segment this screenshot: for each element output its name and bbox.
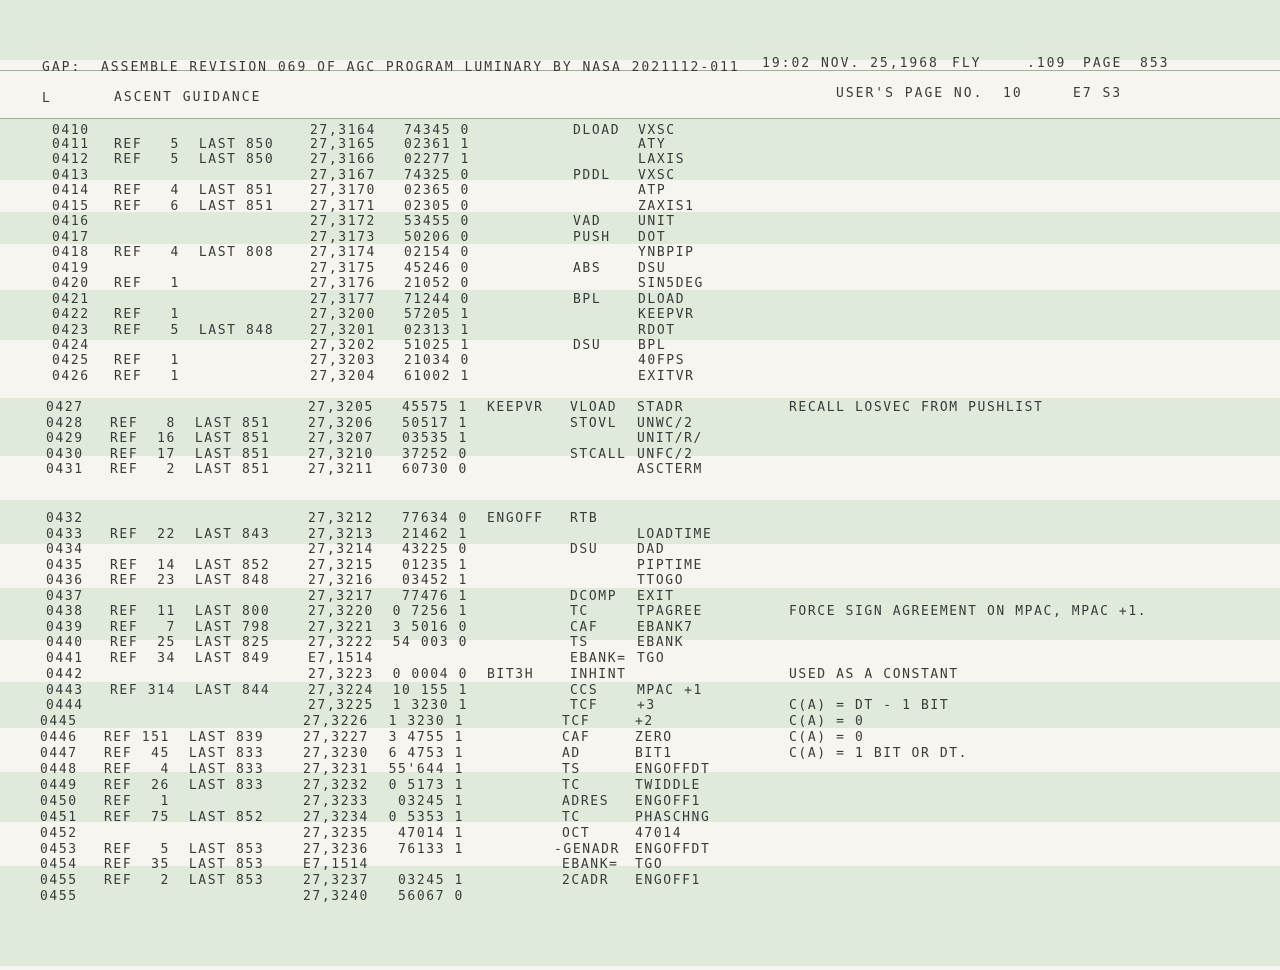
operand: LAXIS — [638, 152, 686, 167]
octal-word: 74345 0 — [404, 123, 470, 138]
memory-address: 27,3220 — [308, 604, 374, 619]
cross-reference: REF 2 LAST 851 — [110, 462, 271, 477]
octal-word: 77476 1 — [402, 589, 468, 604]
memory-address: 27,3166 — [310, 152, 376, 167]
cross-reference: REF 17 LAST 851 — [110, 447, 271, 462]
line-number: 0432 — [46, 511, 84, 526]
octal-word: 02305 0 — [404, 199, 470, 214]
line-number: 0430 — [46, 447, 84, 462]
opcode: STOVL — [570, 416, 618, 431]
operand: RDOT — [638, 323, 676, 338]
octal-word: 0 0004 0 — [392, 667, 468, 682]
octal-word: 54 003 0 — [392, 635, 468, 650]
memory-address: 27,3171 — [310, 199, 376, 214]
section-letter: L — [42, 91, 52, 106]
octal-word: 03245 1 — [398, 873, 464, 888]
octal-word: 10 155 1 — [392, 683, 468, 698]
operand: STADR — [637, 400, 685, 415]
line-number: 0417 — [52, 230, 90, 245]
octal-word: 02154 0 — [404, 245, 470, 260]
octal-word: 53455 0 — [404, 214, 470, 229]
comment: C(A) = DT - 1 BIT — [789, 698, 950, 713]
operand: DSU — [638, 261, 667, 276]
opcode: TS — [562, 762, 581, 777]
memory-address: 27,3176 — [310, 276, 376, 291]
operand: UNFC/2 — [637, 447, 694, 462]
line-number: 0426 — [52, 369, 90, 384]
cross-reference: REF 2 LAST 853 — [104, 873, 265, 888]
octal-word: 6 4753 1 — [388, 746, 464, 761]
line-number: 0420 — [52, 276, 90, 291]
memory-address: 27,3177 — [310, 292, 376, 307]
line-number: 0435 — [46, 558, 84, 573]
cross-reference: REF 4 LAST 808 — [114, 245, 275, 260]
page-fraction: .109 — [1027, 56, 1067, 71]
cross-reference: REF 26 LAST 833 — [104, 778, 265, 793]
line-number: 0423 — [52, 323, 90, 338]
octal-word: 02365 0 — [404, 183, 470, 198]
line-number: 0429 — [46, 431, 84, 446]
octal-word: 01235 1 — [402, 558, 468, 573]
operand: UNWC/2 — [637, 416, 694, 431]
opcode: TC — [562, 810, 581, 825]
octal-word: 47014 1 — [398, 826, 464, 841]
comment: C(A) = 0 — [789, 730, 865, 745]
operand: ATY — [638, 137, 667, 152]
opcode: ADRES — [562, 794, 610, 809]
line-number: 0451 — [40, 810, 78, 825]
cross-reference: REF 4 LAST 833 — [104, 762, 265, 777]
line-number: 0446 — [40, 730, 78, 745]
line-number: 0441 — [46, 651, 84, 666]
octal-word: 1 3230 1 — [388, 714, 464, 729]
octal-word: 21034 0 — [404, 353, 470, 368]
comment: USED AS A CONSTANT — [789, 667, 959, 682]
octal-word: 03452 1 — [402, 573, 468, 588]
memory-address: E7,1514 — [303, 857, 369, 872]
opcode: PDDL — [573, 168, 611, 183]
operand: VXSC — [638, 123, 676, 138]
octal-word: 51025 1 — [404, 338, 470, 353]
memory-address: 27,3204 — [310, 369, 376, 384]
memory-address: 27,3232 — [303, 778, 369, 793]
octal-word: 3 5016 0 — [392, 620, 468, 635]
operand: TTOGO — [637, 573, 685, 588]
memory-address: 27,3164 — [310, 123, 376, 138]
header-rule — [0, 118, 1280, 119]
symbol-label: ENGOFF — [487, 511, 544, 526]
operand: ENGOFFDT — [635, 762, 711, 777]
octal-word: 45575 1 — [402, 400, 468, 415]
page-label: PAGE — [1083, 56, 1123, 71]
octal-word: 21462 1 — [402, 527, 468, 542]
line-number: 0438 — [46, 604, 84, 619]
operand: BIT1 — [635, 746, 673, 761]
opcode: TC — [562, 778, 581, 793]
memory-address: 27,3170 — [310, 183, 376, 198]
operand: +2 — [635, 714, 654, 729]
cross-reference: REF 5 LAST 850 — [114, 137, 275, 152]
operand: EBANK7 — [637, 620, 694, 635]
section-title: ASCENT GUIDANCE — [114, 90, 262, 105]
cross-reference: REF 4 LAST 851 — [114, 183, 275, 198]
opcode: STCALL — [570, 447, 627, 462]
memory-address: 27,3240 — [303, 889, 369, 904]
opcode: PUSH — [573, 230, 611, 245]
line-number: 0419 — [52, 261, 90, 276]
line-number: 0425 — [52, 353, 90, 368]
memory-address: 27,3210 — [308, 447, 374, 462]
memory-address: 27,3223 — [308, 667, 374, 682]
operand: EXITVR — [638, 369, 695, 384]
line-number: 0449 — [40, 778, 78, 793]
opcode: TC — [570, 604, 589, 619]
operand: ZERO — [635, 730, 673, 745]
symbol-label: KEEPVR — [487, 400, 544, 415]
line-number: 0455 — [40, 889, 78, 904]
assembler-line: GAP: ASSEMBLE REVISION 069 OF AGC PROGRAM LUMINARY BY NASA 2021112-011 — [42, 60, 740, 75]
operand: SIN5DEG — [638, 276, 704, 291]
operand: EXIT — [637, 589, 675, 604]
octal-word: 02277 1 — [404, 152, 470, 167]
memory-address: 27,3221 — [308, 620, 374, 635]
line-number: 0447 — [40, 746, 78, 761]
operand: ENGOFF1 — [635, 873, 701, 888]
memory-address: 27,3227 — [303, 730, 369, 745]
operand: PHASCHNG — [635, 810, 711, 825]
opcode: TCF — [562, 714, 591, 729]
operand: 40FPS — [638, 353, 686, 368]
memory-address: 27,3206 — [308, 416, 374, 431]
cross-reference: REF 1 — [104, 794, 170, 809]
paper-band — [0, 0, 1280, 60]
line-number: 0424 — [52, 338, 90, 353]
line-number: 0445 — [40, 714, 78, 729]
operand: TPAGREE — [637, 604, 703, 619]
operand: ENGOFF1 — [635, 794, 701, 809]
cross-reference: REF 11 LAST 800 — [110, 604, 271, 619]
octal-word: 1 3230 1 — [392, 698, 468, 713]
octal-word: 57205 1 — [404, 307, 470, 322]
comment: C(A) = 1 BIT OR DT. — [789, 746, 969, 761]
memory-address: 27,3205 — [308, 400, 374, 415]
operand: PIPTIME — [637, 558, 703, 573]
line-number: 0411 — [52, 137, 90, 152]
opcode: 2CADR — [562, 873, 610, 888]
line-number: 0412 — [52, 152, 90, 167]
opcode: ABS — [573, 261, 602, 276]
memory-address: 27,3214 — [308, 542, 374, 557]
octal-word: 77634 0 — [402, 511, 468, 526]
memory-address: 27,3233 — [303, 794, 369, 809]
line-number: 0454 — [40, 857, 78, 872]
operand: TWIDDLE — [635, 778, 701, 793]
cross-reference: REF 1 — [114, 307, 180, 322]
cross-reference: REF 6 LAST 851 — [114, 199, 275, 214]
line-number: 0452 — [40, 826, 78, 841]
operand: UNIT/R/ — [637, 431, 703, 446]
memory-address: 27,3235 — [303, 826, 369, 841]
memory-address: 27,3200 — [310, 307, 376, 322]
cross-reference: REF 314 LAST 844 — [110, 683, 271, 698]
line-number: 0415 — [52, 199, 90, 214]
users-page-number: USER'S PAGE NO. 10 — [836, 86, 1023, 101]
opcode: EBANK= — [570, 651, 627, 666]
opcode: EBANK= — [562, 857, 619, 872]
opcode: INHINT — [570, 667, 627, 682]
memory-address: 27,3231 — [303, 762, 369, 777]
line-number: 0443 — [46, 683, 84, 698]
memory-address: 27,3230 — [303, 746, 369, 761]
memory-address: 27,3224 — [308, 683, 374, 698]
page-number: 853 — [1140, 56, 1170, 71]
opcode: DCOMP — [570, 589, 618, 604]
cross-reference: REF 14 LAST 852 — [110, 558, 271, 573]
operand: EBANK — [637, 635, 685, 650]
line-number: 0416 — [52, 214, 90, 229]
opcode: CAF — [562, 730, 591, 745]
memory-address: 27,3167 — [310, 168, 376, 183]
line-number: 0439 — [46, 620, 84, 635]
cross-reference: REF 25 LAST 825 — [110, 635, 271, 650]
memory-address: 27,3207 — [308, 431, 374, 446]
cross-reference: REF 5 LAST 853 — [104, 842, 265, 857]
octal-word: 56067 0 — [398, 889, 464, 904]
memory-address: 27,3165 — [310, 137, 376, 152]
comment: C(A) = 0 — [789, 714, 865, 729]
line-number: 0442 — [46, 667, 84, 682]
memory-address: 27,3237 — [303, 873, 369, 888]
octal-word: 37252 0 — [402, 447, 468, 462]
memory-address: 27,3172 — [310, 214, 376, 229]
memory-address: 27,3226 — [303, 714, 369, 729]
octal-word: 0 5173 1 — [388, 778, 464, 793]
operand: BPL — [638, 338, 667, 353]
cross-reference: REF 5 LAST 848 — [114, 323, 275, 338]
memory-address: 27,3175 — [310, 261, 376, 276]
octal-word: 61002 1 — [404, 369, 470, 384]
memory-address: 27,3174 — [310, 245, 376, 260]
cross-reference: REF 45 LAST 833 — [104, 746, 265, 761]
cross-reference: REF 22 LAST 843 — [110, 527, 271, 542]
line-number: 0448 — [40, 762, 78, 777]
operand: KEEPVR — [638, 307, 695, 322]
cross-reference: REF 1 — [114, 276, 180, 291]
opcode: OCT — [562, 826, 591, 841]
cross-reference: REF 5 LAST 850 — [114, 152, 275, 167]
operand: VXSC — [638, 168, 676, 183]
operand: 47014 — [635, 826, 683, 841]
opcode: TCF — [570, 698, 599, 713]
cross-reference: REF 75 LAST 852 — [104, 810, 265, 825]
operand: ZAXIS1 — [638, 199, 695, 214]
opcode: BPL — [573, 292, 602, 307]
comment: RECALL LOSVEC FROM PUSHLIST — [789, 400, 1044, 415]
cross-reference: REF 8 LAST 851 — [110, 416, 271, 431]
octal-word: 50206 0 — [404, 230, 470, 245]
memory-address: 27,3212 — [308, 511, 374, 526]
octal-word: 60730 0 — [402, 462, 468, 477]
operand: TGO — [635, 857, 664, 872]
octal-word: 3 4755 1 — [388, 730, 464, 745]
operand: ASCTERM — [637, 462, 703, 477]
line-number: 0440 — [46, 635, 84, 650]
operand: TGO — [637, 651, 666, 666]
line-number: 0414 — [52, 183, 90, 198]
octal-word: 0 5353 1 — [388, 810, 464, 825]
memory-address: 27,3217 — [308, 589, 374, 604]
cross-reference: REF 1 — [114, 353, 180, 368]
line-number: 0422 — [52, 307, 90, 322]
line-number: 0453 — [40, 842, 78, 857]
opcode: CCS — [570, 683, 599, 698]
memory-address: 27,3211 — [308, 462, 374, 477]
operand: DLOAD — [638, 292, 686, 307]
opcode: VLOAD — [570, 400, 618, 415]
opcode: AD — [562, 746, 581, 761]
line-number: 0410 — [52, 123, 90, 138]
memory-address: 27,3201 — [310, 323, 376, 338]
octal-word: 43225 0 — [402, 542, 468, 557]
opcode: DLOAD — [573, 123, 621, 138]
cross-reference: REF 7 LAST 798 — [110, 620, 271, 635]
fly-label: FLY — [952, 56, 982, 71]
memory-address: 27,3222 — [308, 635, 374, 650]
operand: ATP — [638, 183, 667, 198]
cross-reference: REF 23 LAST 848 — [110, 573, 271, 588]
memory-address: E7,1514 — [308, 651, 374, 666]
line-number: 0437 — [46, 589, 84, 604]
cross-reference: REF 1 — [114, 369, 180, 384]
opcode: CAF — [570, 620, 599, 635]
octal-word: 02313 1 — [404, 323, 470, 338]
operand: DAD — [637, 542, 666, 557]
opcode: VAD — [573, 214, 602, 229]
memory-address: 27,3234 — [303, 810, 369, 825]
octal-word: 50517 1 — [402, 416, 468, 431]
octal-word: 02361 1 — [404, 137, 470, 152]
operand: UNIT — [638, 214, 676, 229]
memory-address: 27,3173 — [310, 230, 376, 245]
line-number: 0455 — [40, 873, 78, 888]
line-number: 0428 — [46, 416, 84, 431]
operand: MPAC +1 — [637, 683, 703, 698]
operand: LOADTIME — [637, 527, 713, 542]
cross-reference: REF 34 LAST 849 — [110, 651, 271, 666]
line-number: 0433 — [46, 527, 84, 542]
memory-address: 27,3225 — [308, 698, 374, 713]
memory-address: 27,3236 — [303, 842, 369, 857]
cross-reference: REF 151 LAST 839 — [104, 730, 265, 745]
line-number: 0413 — [52, 168, 90, 183]
symbol-label: BIT3H — [487, 667, 535, 682]
opcode: DSU — [570, 542, 599, 557]
line-number: 0431 — [46, 462, 84, 477]
cross-reference: REF 16 LAST 851 — [110, 431, 271, 446]
line-number: 0418 — [52, 245, 90, 260]
line-number: 0450 — [40, 794, 78, 809]
line-number: 0434 — [46, 542, 84, 557]
octal-word: 76133 1 — [398, 842, 464, 857]
line-number: 0427 — [46, 400, 84, 415]
octal-word: 71244 0 — [404, 292, 470, 307]
line-number: 0436 — [46, 573, 84, 588]
octal-word: 21052 0 — [404, 276, 470, 291]
opcode: TS — [570, 635, 589, 650]
memory-address: 27,3215 — [308, 558, 374, 573]
memory-address: 27,3213 — [308, 527, 374, 542]
operand: +3 — [637, 698, 656, 713]
line-number: 0444 — [46, 698, 84, 713]
octal-word: 45246 0 — [404, 261, 470, 276]
opcode: -GENADR — [554, 842, 620, 857]
cross-reference: REF 35 LAST 853 — [104, 857, 265, 872]
memory-address: 27,3216 — [308, 573, 374, 588]
operand: DOT — [638, 230, 667, 245]
bank-code: E7 S3 — [1073, 86, 1123, 101]
octal-word: 55'644 1 — [388, 762, 464, 777]
line-number: 0421 — [52, 292, 90, 307]
octal-word: 03245 1 — [398, 794, 464, 809]
comment: FORCE SIGN AGREEMENT ON MPAC, MPAC +1. — [789, 604, 1148, 619]
memory-address: 27,3202 — [310, 338, 376, 353]
operand: YNBPIP — [638, 245, 695, 260]
memory-address: 27,3203 — [310, 353, 376, 368]
opcode: RTB — [570, 511, 599, 526]
octal-word: 03535 1 — [402, 431, 468, 446]
opcode: DSU — [573, 338, 602, 353]
operand: ENGOFFDT — [635, 842, 711, 857]
timestamp: 19:02 NOV. 25,1968 — [762, 56, 939, 71]
octal-word: 74325 0 — [404, 168, 470, 183]
octal-word: 0 7256 1 — [392, 604, 468, 619]
